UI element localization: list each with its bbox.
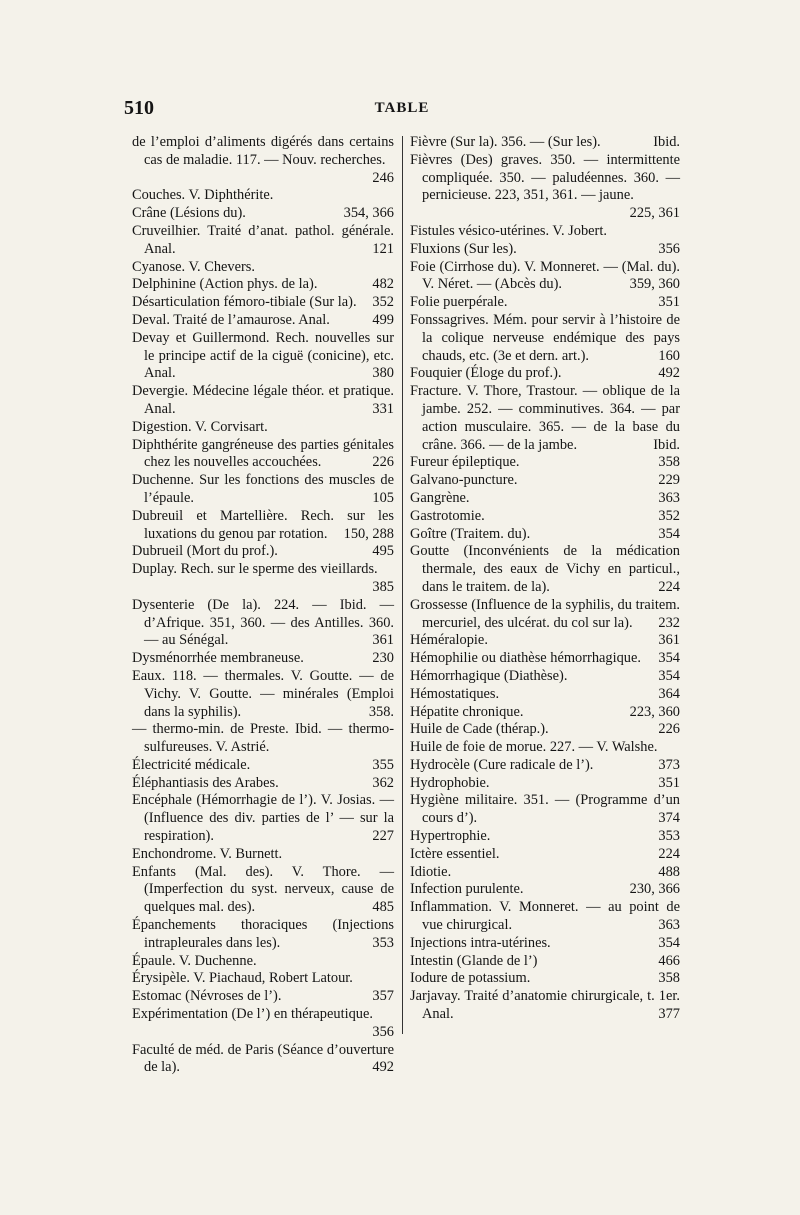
index-entry: [132, 757, 394, 775]
entry-text: Hémorrhagique (Diathèse).: [410, 667, 568, 684]
index-entry: [132, 294, 394, 312]
entry-page-ref: 374: [658, 810, 680, 827]
entry-page-ref: 358: [658, 454, 680, 471]
entry-page-ref: 226: [658, 721, 680, 738]
entry-page-ref: 353: [372, 934, 394, 951]
index-entry: [132, 988, 394, 1006]
index-entry: [410, 312, 680, 365]
entry-page-ref: 482: [372, 276, 394, 293]
entry-text: Héméralopie.: [410, 632, 488, 649]
column-divider: [402, 136, 403, 1034]
entry-text: Fureur épileptique.: [410, 454, 520, 471]
entry-page-ref: 359, 360: [629, 276, 680, 293]
entry-page-ref: 229: [658, 472, 680, 489]
entry-text: Hémophilie ou diathèse hémorrhagique.: [410, 650, 641, 667]
index-entry: [132, 792, 394, 845]
entry-text: Cyanose. V. Chevers.: [132, 258, 255, 275]
entry-page-ref: 363: [658, 489, 680, 506]
entry-text: de l’emploi d’aliments digérés dans certains cas de maladie. 117. — Nouv. recherches.: [132, 134, 394, 168]
entry-text: Fouquier (Éloge du prof.).: [410, 365, 562, 382]
entry-text: Hydrocèle (Cure radicale de l’).: [410, 756, 594, 773]
entry-page-ref: 227: [372, 828, 394, 845]
index-entry: [410, 792, 680, 828]
index-entry: [132, 472, 394, 508]
index-entry: [132, 383, 394, 419]
index-entry: [410, 970, 680, 988]
entry-page-ref: 385: [372, 578, 394, 595]
entry-text: Hépatite chronique.: [410, 703, 524, 720]
index-entry: [410, 490, 680, 508]
index-entry: [410, 383, 680, 454]
index-entry: [410, 294, 680, 312]
left-column: [132, 134, 394, 1077]
right-column: [410, 134, 680, 1024]
entry-page-ref: 466: [658, 952, 680, 969]
entry-page-ref: 362: [372, 774, 394, 791]
entry-text: Infection purulente.: [410, 881, 524, 898]
index-entry: [132, 187, 394, 205]
entry-page-ref: 351: [658, 294, 680, 311]
index-entry: [410, 828, 680, 846]
index-entry: [410, 846, 680, 864]
index-entry: [410, 543, 680, 596]
entry-text: Dubreuil et Martellière. Rech. sur les luxations du genou par rotation.: [132, 507, 394, 542]
entry-text: Diphthérite gangréneuse des parties génitales chez les nouvelles accouchées.: [132, 436, 394, 471]
entry-page-ref: 377: [658, 1006, 680, 1023]
index-entry: [410, 259, 680, 295]
entry-text: Fonssagrives. Mém. pour servir à l’histoire de la colique nerveuse endémique des pays chauds, etc. (3e et dern. art.).: [410, 311, 680, 364]
entry-page-ref: 492: [658, 365, 680, 382]
index-entry: [132, 917, 394, 953]
entry-text: Dysménorrhée membraneuse.: [132, 650, 304, 667]
entry-page-ref: 354: [658, 934, 680, 951]
entry-page-ref: 356: [658, 240, 680, 257]
page-header: [124, 97, 680, 127]
index-entry: [410, 134, 680, 152]
entry-text: Gangrène.: [410, 489, 470, 506]
entry-text: Désarticulation fémoro-tibiale (Sur la).: [132, 294, 357, 311]
entry-text: Duplay. Rech. sur le sperme des vieillards.: [132, 561, 378, 578]
index-entry: [410, 686, 680, 704]
index-entry: [132, 312, 394, 330]
index-entry: [132, 561, 394, 597]
index-entry: [132, 970, 394, 988]
entry-text: Estomac (Névroses de l’).: [132, 988, 282, 1005]
entry-text: Épaule. V. Duchenne.: [132, 952, 257, 969]
index-entry: [410, 739, 680, 757]
entry-page-ref: 226: [372, 454, 394, 471]
entry-page-ref: 354: [658, 667, 680, 684]
entry-page-ref: 246: [372, 169, 394, 186]
entry-text: Folie puerpérale.: [410, 294, 508, 311]
index-entry: [132, 864, 394, 917]
entry-page-ref: Ibid.: [653, 134, 680, 150]
index-entry: [410, 668, 680, 686]
index-entry: [132, 276, 394, 294]
entry-page-ref: 373: [658, 756, 680, 773]
entry-text: Huile de Cade (thérap.).: [410, 721, 549, 738]
index-entry: [132, 1006, 394, 1042]
index-entry: [132, 953, 394, 971]
entry-page-ref: 352: [658, 507, 680, 524]
index-entry: [410, 953, 680, 971]
index-entry: [410, 526, 680, 544]
entry-page-ref: 488: [658, 863, 680, 880]
entry-text: Ictère essentiel.: [410, 845, 500, 862]
entry-page-ref: 230, 366: [629, 881, 680, 898]
index-entry: [132, 668, 394, 721]
index-entry: [410, 704, 680, 722]
index-columns: [132, 134, 680, 1076]
entry-page-ref: 492: [372, 1059, 394, 1076]
entry-text: Intestin (Glande de l’): [410, 952, 538, 969]
index-entry: [410, 899, 680, 935]
entry-text: Expérimentation (De l’) en thérapeutique.: [132, 1006, 373, 1023]
entry-text: Cruveilhier. Traité d’anat. pathol. générale. Anal.: [132, 222, 394, 257]
index-entry: [410, 365, 680, 383]
index-entry: [132, 508, 394, 544]
index-entry: [132, 134, 394, 187]
entry-page-ref: 230: [372, 650, 394, 667]
index-entry: [132, 1042, 394, 1078]
index-entry: [132, 597, 394, 650]
entry-page-ref: 225, 361: [629, 205, 680, 222]
index-entry: [410, 223, 680, 241]
entry-text: Inflammation. V. Monneret. — au point de vue chirurgical.: [410, 899, 680, 934]
entry-text: Galvano-puncture.: [410, 472, 518, 489]
entry-page-ref: 224: [658, 845, 680, 862]
entry-text: — thermo-min. de Preste. Ibid. — thermo-sulfureuses. V. Astrié.: [132, 721, 394, 756]
entry-text: Fièvre (Sur la). 356. — (Sur les).: [410, 134, 601, 150]
entry-text: Gastrotomie.: [410, 507, 485, 524]
index-entry: [410, 988, 680, 1024]
entry-text: Fluxions (Sur les).: [410, 240, 517, 257]
running-title: TABLE: [374, 100, 430, 116]
index-entry: [410, 632, 680, 650]
entry-text: Crâne (Lésions du).: [132, 205, 246, 222]
entry-text: Devergie. Médecine légale théor. et pratique. Anal.: [132, 383, 394, 417]
entry-text: Idiotie.: [410, 863, 452, 880]
entry-text: Enchondrome. V. Burnett.: [132, 845, 283, 862]
entry-page-ref: 358.: [368, 703, 394, 720]
entry-text: Dubrueil (Mort du prof.).: [132, 543, 278, 560]
entry-text: Jarjavay. Traité d’anatomie chirurgicale, t. 1er. Anal.: [410, 988, 680, 1023]
entry-text: Injections intra-utérines.: [410, 934, 551, 951]
index-entry: [132, 223, 394, 259]
entry-text: Grossesse (Influence de la syphilis, du traitem. mercuriel, des ulcérat. du col sur la).: [410, 596, 680, 631]
entry-page-ref: 364: [658, 685, 680, 702]
entry-text: Hypertrophie.: [410, 828, 491, 845]
index-entry: [410, 597, 680, 633]
index-entry: [410, 650, 680, 668]
entry-page-ref: 150, 288: [343, 525, 394, 542]
entry-text: Eaux. 118. — thermales. V. Goutte. — de Vichy. V. Goutte. — minérales (Emploi dans la syphilis).: [132, 667, 394, 720]
entry-text: Encéphale (Hémorrhagie de l’). V. Josias. — (Influence des div. parties de l’ — sur la respiration).: [132, 792, 394, 845]
index-entry: [410, 864, 680, 882]
entry-text: Fracture. V. Thore, Trastour. — oblique de la jambe. 252. — comminutives. 364. — par action musculaire. 365. — de la base du crâne. 366. — de la jambe.: [410, 383, 680, 453]
entry-text: Fistules vésico-utérines. V. Jobert.: [410, 222, 607, 239]
entry-text: Éléphantiasis des Arabes.: [132, 774, 279, 791]
index-entry: [132, 846, 394, 864]
entry-text: Huile de foie de morue. 227. — V. Walshe.: [410, 739, 658, 756]
entry-page-ref: 352: [372, 294, 394, 311]
entry-text: Deval. Traité de l’amaurose. Anal.: [132, 311, 330, 328]
entry-text: Devay et Guillermond. Rech. nouvelles sur le principe actif de la ciguë (conicine), etc. Anal.: [132, 329, 394, 382]
entry-page-ref: 380: [372, 365, 394, 382]
entry-text: Hygiène militaire. 351. — (Programme d’un cours d’).: [410, 792, 680, 827]
index-entry: [132, 259, 394, 277]
entry-text: Delphinine (Action phys. de la).: [132, 276, 318, 293]
entry-page-ref: 105: [372, 489, 394, 506]
entry-page-ref: 357: [372, 988, 394, 1005]
entry-page-ref: 160: [658, 347, 680, 364]
index-entry: [132, 775, 394, 793]
index-entry: [410, 757, 680, 775]
entry-text: Hydrophobie.: [410, 774, 490, 791]
index-entry: [410, 454, 680, 472]
entry-text: Foie (Cirrhose du). V. Monneret. — (Mal. du). V. Néret. — (Abcès du).: [410, 258, 680, 293]
index-entry: [132, 330, 394, 383]
entry-page-ref: 499: [372, 311, 394, 328]
index-entry: [410, 935, 680, 953]
entry-page-ref: 363: [658, 917, 680, 934]
entry-page-ref: 353: [658, 828, 680, 845]
entry-page-ref: 223, 360: [629, 703, 680, 720]
index-entry: [132, 543, 394, 561]
index-entry: [132, 650, 394, 668]
index-entry: [410, 721, 680, 739]
index-entry: [132, 437, 394, 473]
entry-page-ref: 361: [372, 632, 394, 649]
entry-text: Enfants (Mal. des). V. Thore. — (Imperfection du syst. nerveux, cause de quelques mal. des).: [132, 863, 394, 916]
entry-page-ref: 355: [372, 756, 394, 773]
entry-page-ref: 354: [658, 650, 680, 667]
index-entry: [410, 775, 680, 793]
entry-page-ref: 354, 366: [343, 205, 394, 222]
index-entry: [132, 419, 394, 437]
entry-page-ref: 331: [372, 400, 394, 417]
entry-text: Fièvres (Des) graves. 350. — intermittente compliquée. 350. — paludéennes. 360. — pernicieuse. 223, 351, 361. — jaune.: [410, 151, 680, 204]
entry-text: Faculté de méd. de Paris (Séance d’ouverture de la).: [132, 1041, 394, 1076]
entry-page-ref: 485: [372, 899, 394, 916]
entry-text: Érysipèle. V. Piachaud, Robert Latour.: [132, 970, 353, 987]
index-entry: [410, 472, 680, 490]
entry-page-ref: 361: [658, 632, 680, 649]
entry-page-ref: 351: [658, 774, 680, 791]
entry-text: Dysenterie (De la). 224. — Ibid. — d’Afrique. 351, 360. — des Antilles. 360. — au Sénégal.: [132, 596, 394, 649]
entry-text: Goître (Traitem. du).: [410, 525, 531, 542]
entry-page-ref: 121: [372, 240, 394, 257]
entry-page-ref: 356: [372, 1023, 394, 1040]
entry-page-ref: 354: [658, 525, 680, 542]
entry-text: Épanchements thoraciques (Injections intrapleurales dans les).: [132, 917, 394, 951]
page-number: 510: [124, 97, 154, 119]
index-entry: [410, 508, 680, 526]
entry-page-ref: 358: [658, 970, 680, 987]
index-entry: [410, 152, 680, 223]
entry-page-ref: 232: [658, 614, 680, 631]
index-entry: [132, 721, 394, 757]
entry-text: Hémostatiques.: [410, 685, 500, 702]
entry-text: Digestion. V. Corvisart.: [132, 418, 268, 435]
entry-text: Couches. V. Diphthérite.: [132, 187, 274, 204]
index-entry: [132, 205, 394, 223]
entry-text: Électricité médicale.: [132, 756, 251, 773]
entry-text: Goutte (Inconvénients de la médication thermale, des eaux de Vichy en particul., dans le traitem. de la).: [410, 543, 680, 595]
entry-page-ref: 495: [372, 543, 394, 560]
index-entry: [410, 241, 680, 259]
entry-text: Iodure de potassium.: [410, 970, 531, 987]
index-entry: [410, 881, 680, 899]
entry-text: Duchenne. Sur les fonctions des muscles de l’épaule.: [132, 472, 394, 506]
entry-page-ref: Ibid.: [653, 436, 680, 453]
entry-page-ref: 224: [658, 578, 680, 595]
